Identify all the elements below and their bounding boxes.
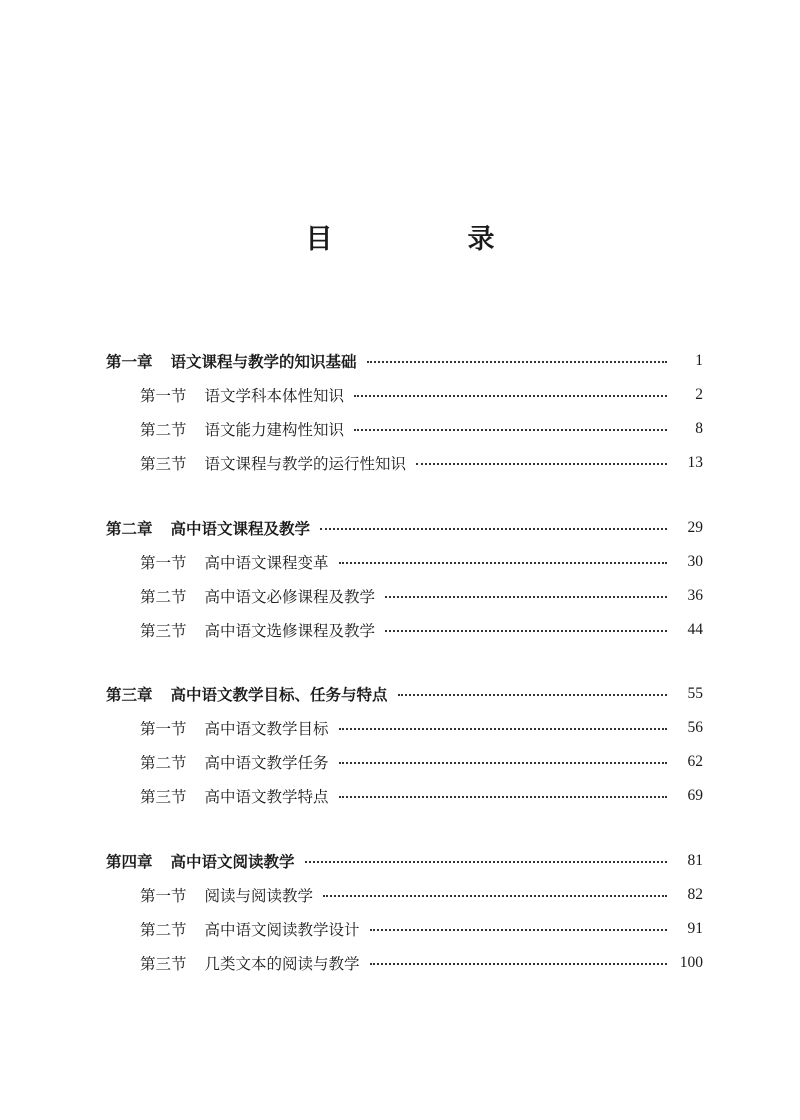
dot-leader xyxy=(367,361,667,363)
toc-chapter xyxy=(0,344,800,480)
page-number: 56 xyxy=(687,719,703,736)
section-number: 第二节 xyxy=(140,920,187,939)
toc-chapter xyxy=(0,844,800,980)
section-heading xyxy=(140,952,360,974)
section-title: 语文课程与教学的运行性知识 xyxy=(204,455,407,473)
section-heading xyxy=(140,785,329,807)
section-number: 第一节 xyxy=(140,886,187,905)
toc-chapter xyxy=(0,677,800,813)
section-number: 第三节 xyxy=(140,954,187,973)
page-number: 100 xyxy=(679,953,703,971)
section-title: 语文能力建构性知识 xyxy=(204,421,345,439)
section-number: 第二节 xyxy=(140,754,187,772)
toc-section-entry[interactable] xyxy=(0,378,800,412)
page-number: 44 xyxy=(687,620,703,638)
page-number: 55 xyxy=(687,685,703,702)
section-title: 语文学科本体性知识 xyxy=(204,387,345,405)
dot-leader xyxy=(354,395,667,397)
toc-chapter xyxy=(0,511,800,647)
section-title: 阅读与阅读教学 xyxy=(204,886,314,905)
section-heading xyxy=(140,418,344,440)
section-number: 第一节 xyxy=(140,720,187,738)
section-number: 第二节 xyxy=(140,587,187,606)
chapter-heading xyxy=(106,517,310,539)
dot-leader xyxy=(370,963,667,965)
section-title: 高中语文必修课程及教学 xyxy=(204,587,376,606)
page-number: 2 xyxy=(695,386,703,403)
dot-leader xyxy=(385,596,667,598)
dot-leader xyxy=(305,861,667,863)
section-title: 几类文本的阅读与教学 xyxy=(204,954,360,973)
page-number: 81 xyxy=(687,851,703,869)
toc-chapter-entry[interactable] xyxy=(0,844,800,878)
page-number: 30 xyxy=(687,552,703,570)
toc-section-entry[interactable] xyxy=(0,779,800,813)
toc-section-entry[interactable] xyxy=(0,745,800,779)
toc-section-entry[interactable] xyxy=(0,878,800,912)
section-heading xyxy=(140,884,313,906)
section-title: 高中语文阅读教学设计 xyxy=(204,920,360,939)
section-number: 第二节 xyxy=(140,421,187,439)
dot-leader xyxy=(416,463,667,465)
chapter-title: 高中语文课程及教学 xyxy=(170,519,311,538)
section-number: 第一节 xyxy=(140,553,187,572)
page-number: 1 xyxy=(695,352,703,369)
dot-leader xyxy=(320,528,667,530)
chapter-heading xyxy=(106,350,357,372)
page-number: 36 xyxy=(687,586,703,604)
section-title: 高中语文课程变革 xyxy=(204,553,329,572)
chapter-number: 第四章 xyxy=(106,852,153,871)
chapter-title: 语文课程与教学的知识基础 xyxy=(170,353,357,371)
chapter-number: 第三章 xyxy=(106,686,153,704)
section-heading xyxy=(140,918,360,940)
toc-section-entry[interactable] xyxy=(0,912,800,946)
section-heading xyxy=(140,452,406,474)
toc-section-entry[interactable] xyxy=(0,446,800,480)
dot-leader xyxy=(370,929,667,931)
section-number: 第一节 xyxy=(140,387,187,405)
section-heading xyxy=(140,585,375,607)
chapter-heading xyxy=(106,683,388,705)
dot-leader xyxy=(339,796,667,798)
page-number: 69 xyxy=(687,787,703,804)
chapter-title: 高中语文教学目标、任务与特点 xyxy=(170,686,388,704)
chapter-title: 高中语文阅读教学 xyxy=(170,852,295,871)
toc-section-entry[interactable] xyxy=(0,613,800,647)
page-number: 29 xyxy=(687,518,703,536)
section-title: 高中语文教学任务 xyxy=(204,754,329,772)
dot-leader xyxy=(385,630,667,632)
toc-section-entry[interactable] xyxy=(0,412,800,446)
toc-section-entry[interactable] xyxy=(0,946,800,980)
chapter-heading xyxy=(106,850,295,872)
section-heading xyxy=(140,717,329,739)
dot-leader xyxy=(339,728,667,730)
section-number: 第三节 xyxy=(140,455,187,473)
section-title: 高中语文教学特点 xyxy=(204,788,329,806)
dot-leader xyxy=(354,429,667,431)
section-title: 高中语文教学目标 xyxy=(204,720,329,738)
page-number: 13 xyxy=(687,454,703,471)
toc-section-entry[interactable] xyxy=(0,545,800,579)
dot-leader xyxy=(398,694,667,696)
chapter-number: 第二章 xyxy=(106,519,153,538)
section-heading xyxy=(140,384,344,406)
section-title: 高中语文选修课程及教学 xyxy=(204,621,376,640)
page-number: 91 xyxy=(687,919,703,937)
table-of-contents xyxy=(0,344,800,1010)
page-number: 8 xyxy=(695,420,703,437)
page-number: 62 xyxy=(687,753,703,770)
section-number: 第三节 xyxy=(140,621,187,640)
page-title: 目 录 xyxy=(305,224,549,255)
section-heading xyxy=(140,619,375,641)
toc-chapter-entry[interactable] xyxy=(0,344,800,378)
section-number: 第三节 xyxy=(140,788,187,806)
dot-leader xyxy=(339,562,667,564)
toc-chapter-entry[interactable] xyxy=(0,511,800,545)
chapter-number: 第一章 xyxy=(106,353,153,371)
toc-section-entry[interactable] xyxy=(0,711,800,745)
toc-section-entry[interactable] xyxy=(0,579,800,613)
section-heading xyxy=(140,751,329,773)
dot-leader xyxy=(323,895,667,897)
section-heading xyxy=(140,551,329,573)
page-number: 82 xyxy=(687,885,703,903)
dot-leader xyxy=(339,762,667,764)
toc-chapter-entry[interactable] xyxy=(0,677,800,711)
